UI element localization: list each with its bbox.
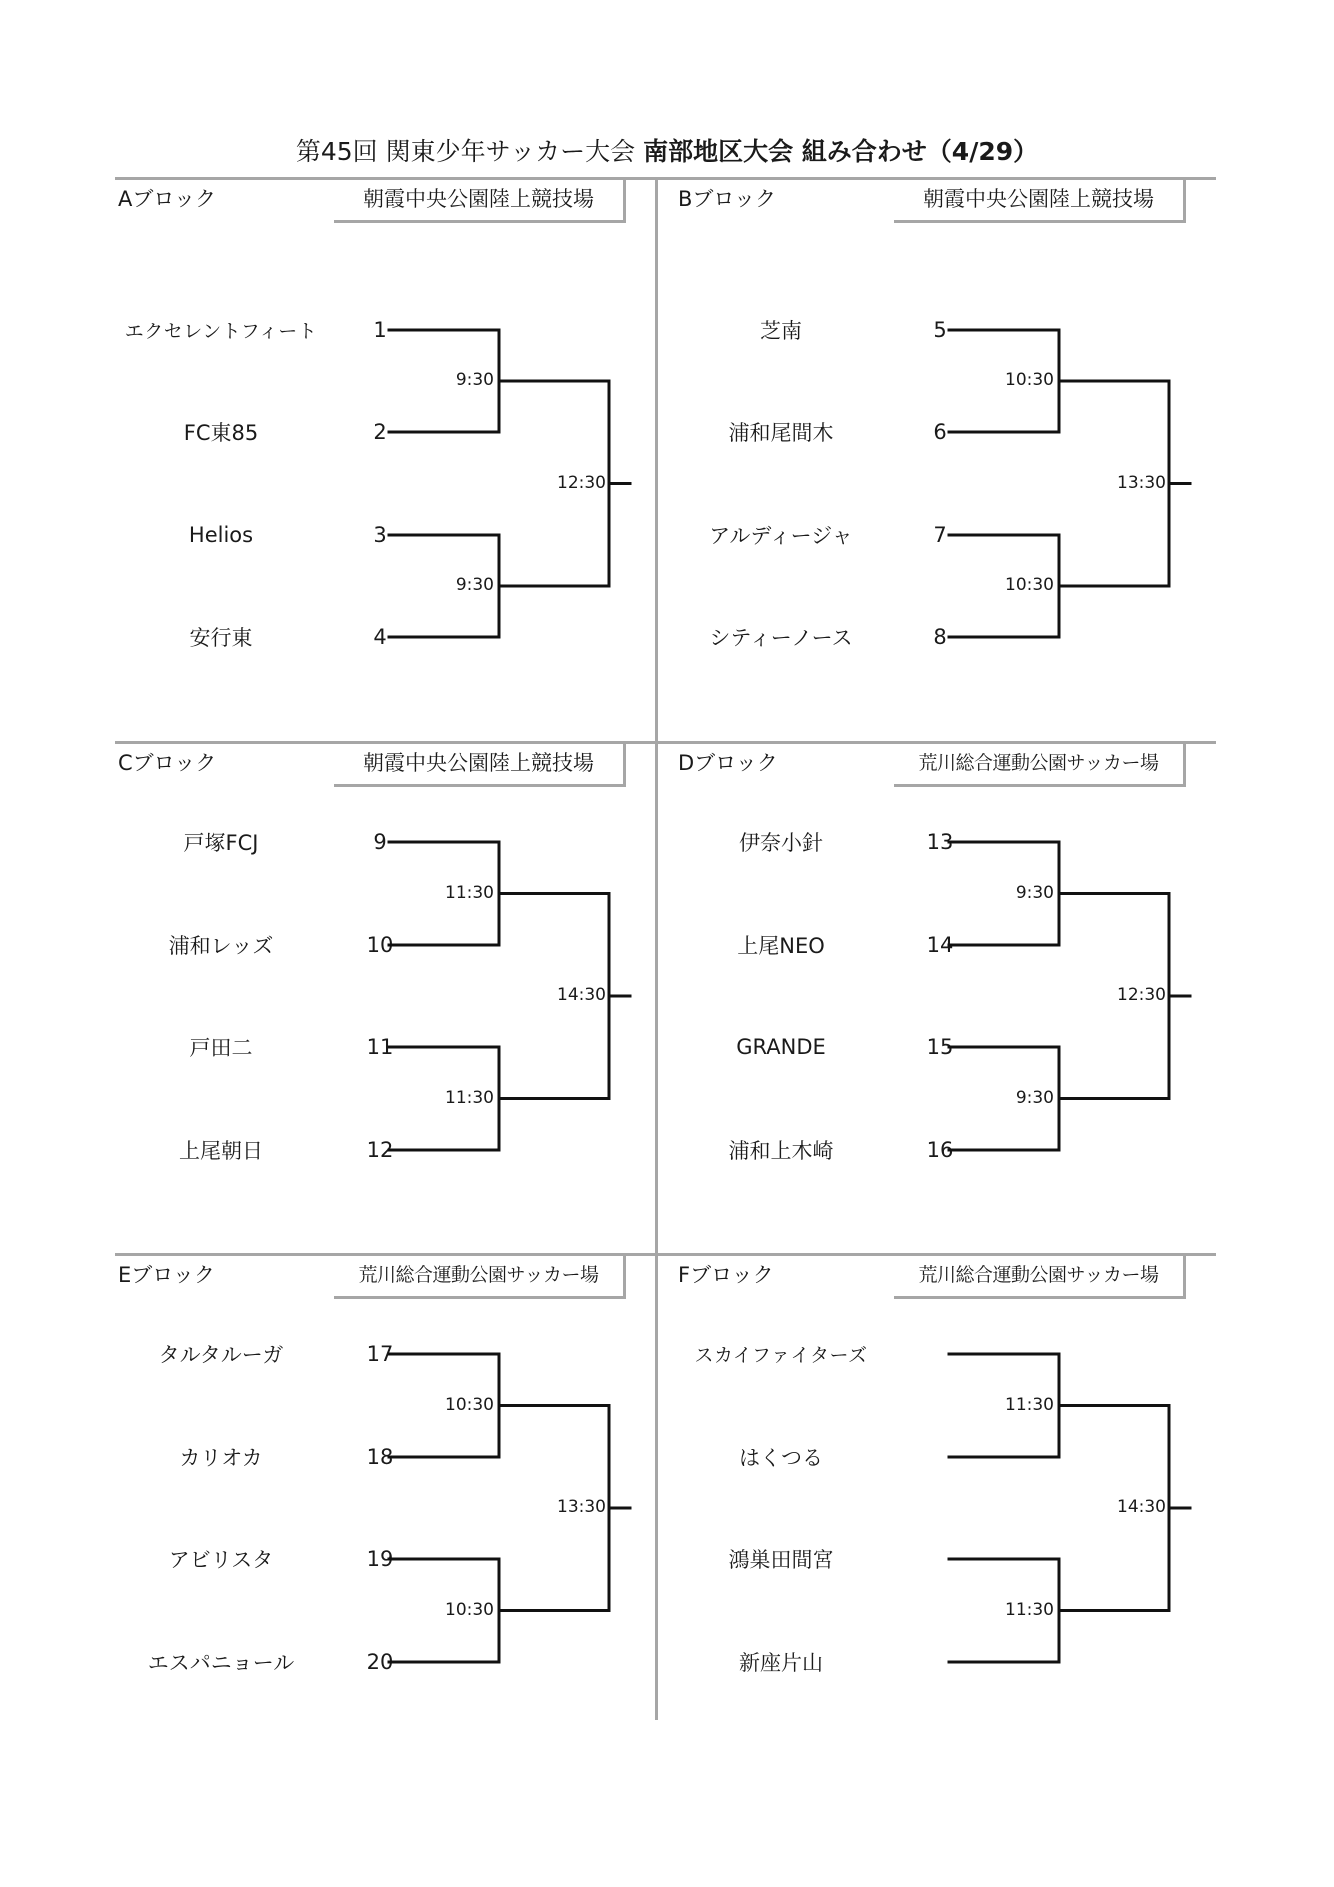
block-label: Aブロック	[118, 187, 216, 211]
team-number: 3	[373, 523, 387, 547]
team-number: 10	[366, 933, 394, 957]
page-title	[0, 132, 1334, 168]
team-name: 鴻巣田間宮	[728, 1548, 834, 1572]
block-label: Eブロック	[118, 1263, 215, 1287]
team-number: 8	[933, 625, 947, 649]
team-number: 17	[366, 1342, 394, 1366]
team-name: エクセレントフィート	[124, 320, 318, 343]
team-name: スカイファイターズ	[694, 1344, 868, 1367]
team-number: 9	[373, 830, 387, 854]
bracket-lines	[112, 741, 668, 1241]
team-name: カリオカ	[179, 1446, 263, 1470]
match-time-semi2: 11:30	[1005, 1599, 1054, 1620]
team-name: タルタルーガ	[158, 1343, 284, 1367]
block-c	[112, 741, 668, 1241]
team-name: 戸田二	[189, 1036, 253, 1060]
team-name: 芝南	[760, 319, 802, 343]
match-time-final: 14:30	[1117, 1497, 1166, 1517]
match-time-semi2: 10:30	[445, 1599, 494, 1620]
match-time-final: 12:30	[1117, 985, 1166, 1005]
team-number: 13	[926, 830, 954, 854]
block-d	[672, 741, 1228, 1241]
match-time-final: 14:30	[557, 985, 606, 1005]
team-name: 上尾NEO	[737, 934, 825, 958]
team-number: 15	[926, 1035, 954, 1059]
team-number: 14	[926, 933, 954, 957]
block-b	[672, 177, 1228, 677]
team-name: シティーノース	[709, 626, 853, 650]
match-time-semi1: 9:30	[1015, 882, 1054, 903]
team-number: 19	[366, 1547, 394, 1571]
team-number: 2	[373, 420, 387, 444]
venue-label: 荒川総合運動公園サッカー場	[894, 1253, 1186, 1299]
block-label: Bブロック	[678, 187, 776, 211]
team-name: FC東85	[183, 421, 259, 445]
match-time-semi1: 10:30	[445, 1394, 494, 1415]
bracket-lines	[672, 741, 1228, 1241]
team-number: 7	[933, 523, 947, 547]
venue-label: 荒川総合運動公園サッカー場	[894, 741, 1186, 787]
team-number: 1	[373, 318, 387, 342]
bracket-lines	[112, 177, 668, 677]
venue-label: 荒川総合運動公園サッカー場	[334, 1253, 626, 1299]
block-e	[112, 1253, 668, 1753]
team-name: 安行東	[189, 626, 253, 650]
venue-label: 朝霞中央公園陸上競技場	[894, 177, 1186, 223]
bracket-lines	[672, 1253, 1228, 1753]
match-time-semi2: 9:30	[1015, 1087, 1054, 1108]
block-label: Cブロック	[118, 751, 217, 775]
venue-label: 朝霞中央公園陸上競技場	[334, 741, 626, 787]
team-name: エスパニョール	[147, 1651, 295, 1675]
title-main: 南部地区大会 組み合わせ（4/29）	[643, 137, 1039, 166]
match-time-semi2: 11:30	[445, 1087, 494, 1108]
team-number: 12	[366, 1138, 394, 1162]
team-name: 新座片山	[739, 1651, 823, 1675]
team-name: 戸塚FCJ	[183, 831, 259, 855]
team-number: 11	[366, 1035, 394, 1059]
block-label: Dブロック	[678, 751, 778, 775]
team-number: 18	[366, 1445, 394, 1469]
match-time-semi1: 11:30	[445, 882, 494, 903]
match-time-final: 13:30	[557, 1497, 606, 1517]
match-time-semi1: 10:30	[1005, 370, 1054, 390]
bracket-lines	[672, 177, 1228, 677]
team-name: 浦和尾間木	[728, 421, 834, 445]
block-a	[112, 177, 668, 677]
team-name: はくつる	[739, 1446, 823, 1470]
team-name: アルディージャ	[709, 524, 853, 548]
match-time-final: 12:30	[557, 472, 606, 493]
team-name: GRANDE	[736, 1035, 826, 1059]
team-number: 5	[933, 318, 947, 342]
team-number: 4	[373, 625, 387, 649]
team-name: 浦和レッズ	[168, 934, 274, 958]
block-f	[672, 1253, 1228, 1753]
match-time-semi2: 9:30	[455, 575, 494, 595]
match-time-semi1: 9:30	[455, 370, 494, 390]
venue-label: 朝霞中央公園陸上競技場	[334, 177, 626, 223]
team-name: 上尾朝日	[179, 1139, 263, 1163]
team-number: 6	[933, 420, 947, 444]
team-number: 20	[366, 1650, 394, 1674]
bracket-lines	[112, 1253, 668, 1753]
match-time-final: 13:30	[1117, 472, 1166, 493]
match-time-semi1: 11:30	[1005, 1394, 1054, 1415]
team-name: Helios	[188, 523, 254, 547]
team-number: 16	[926, 1138, 954, 1162]
match-time-semi2: 10:30	[1005, 575, 1054, 595]
team-name: 浦和上木崎	[728, 1139, 834, 1163]
team-name: アビリスタ	[168, 1548, 274, 1572]
team-name: 伊奈小針	[739, 831, 823, 855]
title-prefix: 第45回 関東少年サッカー大会	[295, 137, 636, 166]
block-label: Fブロック	[678, 1263, 774, 1287]
